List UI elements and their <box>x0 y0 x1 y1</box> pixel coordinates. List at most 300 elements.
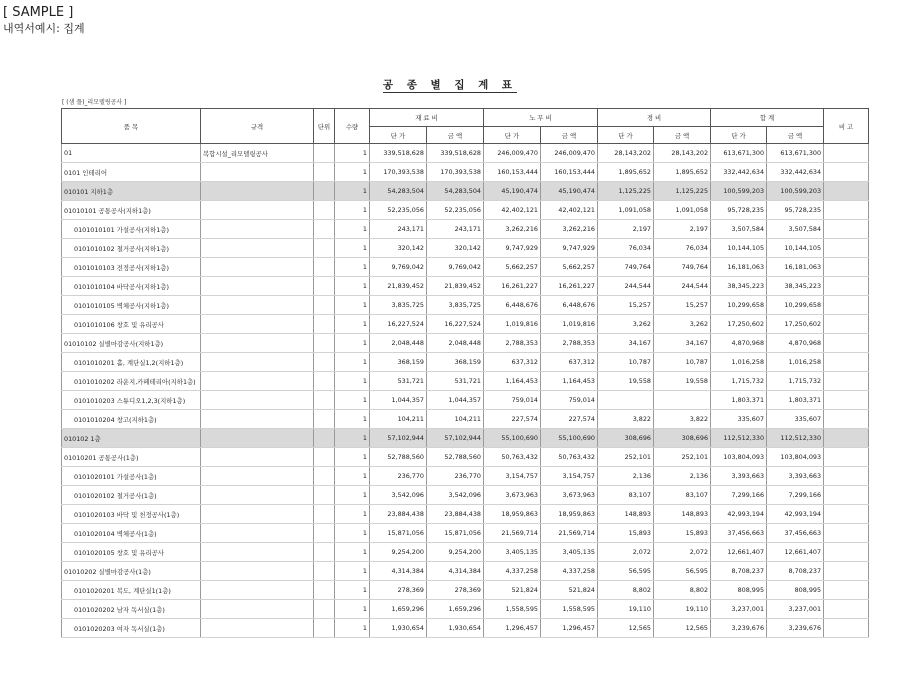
total-amount-cell: 10,299,658 <box>767 296 824 315</box>
note-cell <box>824 562 869 581</box>
note-cell <box>824 543 869 562</box>
project-name: [ (샘 플)_리모델링공사 ] <box>62 99 127 106</box>
material-unit-price-cell: 23,884,438 <box>370 505 427 524</box>
expense-unit-price-cell: 252,101 <box>598 448 654 467</box>
spec-cell <box>201 410 314 429</box>
expense-unit-price-cell: 1,091,058 <box>598 201 654 220</box>
item-cell: 0101010105 벽체공사(지하1층) <box>62 296 201 315</box>
note-cell <box>824 619 869 638</box>
item-cell: 0101010102 철거공사(지하1층) <box>62 239 201 258</box>
labor-unit-price-cell: 16,261,227 <box>484 277 541 296</box>
note-cell <box>824 600 869 619</box>
material-unit-price-cell: 2,048,448 <box>370 334 427 353</box>
expense-unit-price-cell: 15,893 <box>598 524 654 543</box>
unit-cell <box>314 581 335 600</box>
header-item: 품 목 <box>62 109 201 144</box>
unit-cell <box>314 429 335 448</box>
material-unit-price-cell: 15,871,056 <box>370 524 427 543</box>
note-cell <box>824 315 869 334</box>
note-cell <box>824 220 869 239</box>
spec-cell <box>201 429 314 448</box>
total-amount-cell: 1,803,371 <box>767 391 824 410</box>
unit-cell <box>314 410 335 429</box>
labor-unit-price-cell: 5,662,257 <box>484 258 541 277</box>
qty-cell: 1 <box>335 334 370 353</box>
header-material: 재 료 비 <box>370 109 484 127</box>
unit-cell <box>314 372 335 391</box>
material-unit-price-cell: 4,314,384 <box>370 562 427 581</box>
spec-cell <box>201 201 314 220</box>
total-unit-price-cell: 10,144,105 <box>711 239 767 258</box>
spec-cell <box>201 562 314 581</box>
labor-unit-price-cell: 4,337,258 <box>484 562 541 581</box>
note-cell <box>824 144 869 163</box>
header-labor-amount: 금 액 <box>541 127 598 144</box>
unit-cell <box>314 448 335 467</box>
material-amount-cell: 3,542,096 <box>427 486 484 505</box>
total-unit-price-cell: 3,239,676 <box>711 619 767 638</box>
expense-unit-price-cell: 2,072 <box>598 543 654 562</box>
qty-cell: 1 <box>335 467 370 486</box>
labor-unit-price-cell: 50,763,432 <box>484 448 541 467</box>
labor-unit-price-cell: 18,959,863 <box>484 505 541 524</box>
table-row <box>62 448 869 467</box>
note-cell <box>824 372 869 391</box>
spec-cell <box>201 581 314 600</box>
labor-amount-cell: 521,824 <box>541 581 598 600</box>
material-unit-price-cell: 57,102,944 <box>370 429 427 448</box>
material-unit-price-cell: 368,159 <box>370 353 427 372</box>
expense-amount-cell: 28,143,202 <box>654 144 711 163</box>
total-unit-price-cell: 3,393,663 <box>711 467 767 486</box>
total-amount-cell: 100,599,203 <box>767 182 824 201</box>
expense-unit-price-cell: 19,110 <box>598 600 654 619</box>
unit-cell <box>314 619 335 638</box>
material-amount-cell: 4,314,384 <box>427 562 484 581</box>
item-cell: 0101020104 벽체공사(1층) <box>62 524 201 543</box>
spec-cell <box>201 467 314 486</box>
labor-unit-price-cell: 6,448,676 <box>484 296 541 315</box>
expense-unit-price-cell: 2,197 <box>598 220 654 239</box>
note-cell <box>824 201 869 220</box>
expense-unit-price-cell: 28,143,202 <box>598 144 654 163</box>
total-amount-cell: 3,237,001 <box>767 600 824 619</box>
labor-amount-cell: 5,662,257 <box>541 258 598 277</box>
expense-unit-price-cell: 148,893 <box>598 505 654 524</box>
labor-unit-price-cell: 9,747,929 <box>484 239 541 258</box>
table-row <box>62 391 869 410</box>
table-row <box>62 486 869 505</box>
expense-amount-cell: 244,544 <box>654 277 711 296</box>
total-amount-cell: 103,804,093 <box>767 448 824 467</box>
total-unit-price-cell: 12,661,407 <box>711 543 767 562</box>
labor-amount-cell: 18,959,863 <box>541 505 598 524</box>
labor-amount-cell: 3,154,757 <box>541 467 598 486</box>
material-amount-cell: 9,254,200 <box>427 543 484 562</box>
note-cell <box>824 239 869 258</box>
expense-unit-price-cell: 244,544 <box>598 277 654 296</box>
material-amount-cell: 2,048,448 <box>427 334 484 353</box>
table-row <box>62 619 869 638</box>
expense-unit-price-cell: 3,262 <box>598 315 654 334</box>
labor-unit-price-cell: 759,014 <box>484 391 541 410</box>
item-cell: 0101010202 라운지,카페테리아(지하1층) <box>62 372 201 391</box>
labor-unit-price-cell: 1,019,816 <box>484 315 541 334</box>
spec-cell <box>201 353 314 372</box>
total-unit-price-cell: 8,708,237 <box>711 562 767 581</box>
item-cell: 0101010103 전정공사(지하1층) <box>62 258 201 277</box>
labor-unit-price-cell: 42,402,121 <box>484 201 541 220</box>
expense-amount-cell: 1,091,058 <box>654 201 711 220</box>
note-cell <box>824 258 869 277</box>
qty-cell: 1 <box>335 315 370 334</box>
item-cell: 0101 인테리어 <box>62 163 201 182</box>
qty-cell: 1 <box>335 353 370 372</box>
table-row <box>62 524 869 543</box>
qty-cell: 1 <box>335 448 370 467</box>
material-unit-price-cell: 278,369 <box>370 581 427 600</box>
expense-unit-price-cell: 2,136 <box>598 467 654 486</box>
expense-unit-price-cell: 34,167 <box>598 334 654 353</box>
qty-cell: 1 <box>335 258 370 277</box>
unit-cell <box>314 296 335 315</box>
expense-amount-cell: 2,072 <box>654 543 711 562</box>
labor-amount-cell: 55,100,690 <box>541 429 598 448</box>
expense-amount-cell <box>654 391 711 410</box>
material-amount-cell: 23,884,438 <box>427 505 484 524</box>
spec-cell <box>201 239 314 258</box>
total-amount-cell: 37,456,663 <box>767 524 824 543</box>
expense-unit-price-cell: 19,558 <box>598 372 654 391</box>
labor-amount-cell: 2,788,353 <box>541 334 598 353</box>
expense-amount-cell: 15,893 <box>654 524 711 543</box>
item-cell: 0101020103 바닥 및 천정공사(1층) <box>62 505 201 524</box>
item-cell: 010101 지하1층 <box>62 182 201 201</box>
spec-cell <box>201 448 314 467</box>
labor-amount-cell: 1,558,595 <box>541 600 598 619</box>
note-cell <box>824 505 869 524</box>
labor-unit-price-cell: 521,824 <box>484 581 541 600</box>
total-amount-cell: 1,016,258 <box>767 353 824 372</box>
expense-unit-price-cell: 1,895,652 <box>598 163 654 182</box>
material-unit-price-cell: 170,393,538 <box>370 163 427 182</box>
total-unit-price-cell: 37,456,663 <box>711 524 767 543</box>
material-unit-price-cell: 339,518,628 <box>370 144 427 163</box>
note-cell <box>824 353 869 372</box>
material-unit-price-cell: 1,930,654 <box>370 619 427 638</box>
qty-cell: 1 <box>335 144 370 163</box>
unit-cell <box>314 201 335 220</box>
item-cell: 0101010201 홀, 계단실1,2(지하1층) <box>62 353 201 372</box>
total-amount-cell: 3,507,584 <box>767 220 824 239</box>
labor-amount-cell: 3,405,135 <box>541 543 598 562</box>
item-cell: 0101010204 창고(지하1층) <box>62 410 201 429</box>
total-amount-cell: 42,993,194 <box>767 505 824 524</box>
total-unit-price-cell: 3,507,584 <box>711 220 767 239</box>
spec-cell <box>201 619 314 638</box>
expense-amount-cell: 19,110 <box>654 600 711 619</box>
table-row <box>62 543 869 562</box>
expense-unit-price-cell: 749,764 <box>598 258 654 277</box>
header-expense-unit-price: 단 가 <box>598 127 654 144</box>
item-cell: 0101020102 철거공사(1층) <box>62 486 201 505</box>
labor-unit-price-cell: 227,574 <box>484 410 541 429</box>
labor-amount-cell: 4,337,258 <box>541 562 598 581</box>
table-body <box>62 144 869 638</box>
note-cell <box>824 182 869 201</box>
material-amount-cell: 57,102,944 <box>427 429 484 448</box>
item-cell: 010102 1층 <box>62 429 201 448</box>
spec-cell <box>201 505 314 524</box>
material-amount-cell: 1,930,654 <box>427 619 484 638</box>
expense-amount-cell: 1,895,652 <box>654 163 711 182</box>
spec-cell <box>201 220 314 239</box>
material-unit-price-cell: 9,769,042 <box>370 258 427 277</box>
material-unit-price-cell: 52,235,056 <box>370 201 427 220</box>
material-unit-price-cell: 3,835,725 <box>370 296 427 315</box>
labor-amount-cell: 759,014 <box>541 391 598 410</box>
material-amount-cell: 531,721 <box>427 372 484 391</box>
labor-amount-cell: 637,312 <box>541 353 598 372</box>
labor-unit-price-cell: 246,009,470 <box>484 144 541 163</box>
material-amount-cell: 243,171 <box>427 220 484 239</box>
labor-unit-price-cell: 3,154,757 <box>484 467 541 486</box>
labor-unit-price-cell: 2,788,353 <box>484 334 541 353</box>
labor-unit-price-cell: 160,153,444 <box>484 163 541 182</box>
note-cell <box>824 163 869 182</box>
expense-unit-price-cell <box>598 391 654 410</box>
expense-unit-price-cell: 8,802 <box>598 581 654 600</box>
header-qty: 수량 <box>335 109 370 144</box>
expense-amount-cell: 34,167 <box>654 334 711 353</box>
labor-unit-price-cell: 3,262,216 <box>484 220 541 239</box>
expense-unit-price-cell: 12,565 <box>598 619 654 638</box>
labor-unit-price-cell: 55,100,690 <box>484 429 541 448</box>
total-unit-price-cell: 1,715,732 <box>711 372 767 391</box>
expense-amount-cell: 308,696 <box>654 429 711 448</box>
material-unit-price-cell: 104,211 <box>370 410 427 429</box>
unit-cell <box>314 239 335 258</box>
table-row <box>62 182 869 201</box>
total-amount-cell: 332,442,634 <box>767 163 824 182</box>
header-note: 비 고 <box>824 109 869 144</box>
table-row <box>62 163 869 182</box>
unit-cell <box>314 334 335 353</box>
table-row <box>62 334 869 353</box>
cost-summary-table <box>61 108 869 638</box>
material-unit-price-cell: 9,254,200 <box>370 543 427 562</box>
total-amount-cell: 17,250,602 <box>767 315 824 334</box>
item-cell: 01010102 실별마감공사(지하1층) <box>62 334 201 353</box>
table-row <box>62 467 869 486</box>
material-unit-price-cell: 243,171 <box>370 220 427 239</box>
header-expense: 경 비 <box>598 109 711 127</box>
expense-amount-cell: 56,595 <box>654 562 711 581</box>
spec-cell: 복합시설_리모델링공사 <box>201 144 314 163</box>
total-amount-cell: 4,870,968 <box>767 334 824 353</box>
qty-cell: 1 <box>335 296 370 315</box>
table-row <box>62 239 869 258</box>
expense-unit-price-cell: 15,257 <box>598 296 654 315</box>
total-amount-cell: 16,181,063 <box>767 258 824 277</box>
material-unit-price-cell: 21,839,452 <box>370 277 427 296</box>
total-unit-price-cell: 103,804,093 <box>711 448 767 467</box>
qty-cell: 1 <box>335 505 370 524</box>
labor-amount-cell: 50,763,432 <box>541 448 598 467</box>
spec-cell <box>201 182 314 201</box>
header-labor: 노 무 비 <box>484 109 598 127</box>
qty-cell: 1 <box>335 486 370 505</box>
labor-unit-price-cell: 21,569,714 <box>484 524 541 543</box>
total-amount-cell: 112,512,330 <box>767 429 824 448</box>
material-amount-cell: 368,159 <box>427 353 484 372</box>
labor-amount-cell: 9,747,929 <box>541 239 598 258</box>
header-spec: 규격 <box>201 109 314 144</box>
material-amount-cell: 320,142 <box>427 239 484 258</box>
material-unit-price-cell: 1,044,357 <box>370 391 427 410</box>
expense-unit-price-cell: 76,034 <box>598 239 654 258</box>
total-unit-price-cell: 3,237,001 <box>711 600 767 619</box>
qty-cell: 1 <box>335 277 370 296</box>
total-amount-cell: 335,607 <box>767 410 824 429</box>
qty-cell: 1 <box>335 524 370 543</box>
table-row <box>62 429 869 448</box>
table-row <box>62 258 869 277</box>
note-cell <box>824 391 869 410</box>
expense-unit-price-cell: 56,595 <box>598 562 654 581</box>
header-material-amount: 금 액 <box>427 127 484 144</box>
total-unit-price-cell: 613,671,300 <box>711 144 767 163</box>
total-unit-price-cell: 38,345,223 <box>711 277 767 296</box>
material-amount-cell: 52,788,560 <box>427 448 484 467</box>
expense-amount-cell: 2,197 <box>654 220 711 239</box>
item-cell: 0101010106 창호 및 유리공사 <box>62 315 201 334</box>
labor-amount-cell: 42,402,121 <box>541 201 598 220</box>
material-amount-cell: 1,044,357 <box>427 391 484 410</box>
spec-cell <box>201 258 314 277</box>
note-cell <box>824 448 869 467</box>
total-unit-price-cell: 16,181,063 <box>711 258 767 277</box>
material-amount-cell: 1,659,296 <box>427 600 484 619</box>
material-amount-cell: 52,235,056 <box>427 201 484 220</box>
labor-unit-price-cell: 637,312 <box>484 353 541 372</box>
note-cell <box>824 429 869 448</box>
table-row <box>62 220 869 239</box>
item-cell: 0101020203 여자 독서실(1층) <box>62 619 201 638</box>
total-unit-price-cell: 332,442,634 <box>711 163 767 182</box>
material-amount-cell: 278,369 <box>427 581 484 600</box>
material-unit-price-cell: 236,770 <box>370 467 427 486</box>
expense-unit-price-cell: 10,787 <box>598 353 654 372</box>
qty-cell: 1 <box>335 410 370 429</box>
table-row <box>62 277 869 296</box>
unit-cell <box>314 391 335 410</box>
labor-unit-price-cell: 3,673,963 <box>484 486 541 505</box>
total-unit-price-cell: 42,993,194 <box>711 505 767 524</box>
spec-cell <box>201 524 314 543</box>
header-material-unit-price: 단 가 <box>370 127 427 144</box>
note-cell <box>824 296 869 315</box>
labor-amount-cell: 3,673,963 <box>541 486 598 505</box>
qty-cell: 1 <box>335 220 370 239</box>
expense-unit-price-cell: 1,125,225 <box>598 182 654 201</box>
note-cell <box>824 277 869 296</box>
item-cell: 0101010101 가설공사(지하1층) <box>62 220 201 239</box>
spec-cell <box>201 163 314 182</box>
material-amount-cell: 104,211 <box>427 410 484 429</box>
expense-amount-cell: 749,764 <box>654 258 711 277</box>
unit-cell <box>314 144 335 163</box>
total-amount-cell: 8,708,237 <box>767 562 824 581</box>
item-cell: 0101020105 창호 및 유리공사 <box>62 543 201 562</box>
spec-cell <box>201 315 314 334</box>
material-unit-price-cell: 54,283,504 <box>370 182 427 201</box>
expense-amount-cell: 15,257 <box>654 296 711 315</box>
header-total: 합 계 <box>711 109 824 127</box>
note-cell <box>824 334 869 353</box>
material-unit-price-cell: 531,721 <box>370 372 427 391</box>
expense-amount-cell: 12,565 <box>654 619 711 638</box>
material-unit-price-cell: 52,788,560 <box>370 448 427 467</box>
qty-cell: 1 <box>335 619 370 638</box>
header-total-unit-price: 단 가 <box>711 127 767 144</box>
unit-cell <box>314 505 335 524</box>
unit-cell <box>314 467 335 486</box>
total-unit-price-cell: 17,250,602 <box>711 315 767 334</box>
item-cell: 01010201 공통공사(1층) <box>62 448 201 467</box>
note-cell <box>824 524 869 543</box>
qty-cell: 1 <box>335 372 370 391</box>
material-unit-price-cell: 3,542,096 <box>370 486 427 505</box>
total-unit-price-cell: 112,512,330 <box>711 429 767 448</box>
labor-unit-price-cell: 3,405,135 <box>484 543 541 562</box>
table-row <box>62 600 869 619</box>
sample-label: [ SAMPLE ] <box>3 5 74 20</box>
table-row <box>62 201 869 220</box>
document-subtitle: 내역서예시: 집계 <box>3 22 85 35</box>
expense-amount-cell: 148,893 <box>654 505 711 524</box>
total-amount-cell: 12,661,407 <box>767 543 824 562</box>
labor-amount-cell: 16,261,227 <box>541 277 598 296</box>
spec-cell <box>201 277 314 296</box>
material-amount-cell: 9,769,042 <box>427 258 484 277</box>
item-cell: 01 <box>62 144 201 163</box>
spec-cell <box>201 543 314 562</box>
material-amount-cell: 16,227,524 <box>427 315 484 334</box>
expense-amount-cell: 10,787 <box>654 353 711 372</box>
labor-amount-cell: 1,164,453 <box>541 372 598 391</box>
note-cell <box>824 410 869 429</box>
spec-cell <box>201 486 314 505</box>
expense-amount-cell: 1,125,225 <box>654 182 711 201</box>
qty-cell: 1 <box>335 429 370 448</box>
document-title <box>0 77 900 92</box>
total-unit-price-cell: 1,803,371 <box>711 391 767 410</box>
total-amount-cell: 7,299,166 <box>767 486 824 505</box>
unit-cell <box>314 163 335 182</box>
spec-cell <box>201 391 314 410</box>
item-cell: 01010202 실별마감공사(1층) <box>62 562 201 581</box>
labor-unit-price-cell: 1,558,595 <box>484 600 541 619</box>
labor-amount-cell: 227,574 <box>541 410 598 429</box>
header-unit: 단위 <box>314 109 335 144</box>
labor-amount-cell: 21,569,714 <box>541 524 598 543</box>
unit-cell <box>314 315 335 334</box>
total-amount-cell: 38,345,223 <box>767 277 824 296</box>
table-row <box>62 353 869 372</box>
header-total-amount: 금 액 <box>767 127 824 144</box>
total-unit-price-cell: 7,299,166 <box>711 486 767 505</box>
